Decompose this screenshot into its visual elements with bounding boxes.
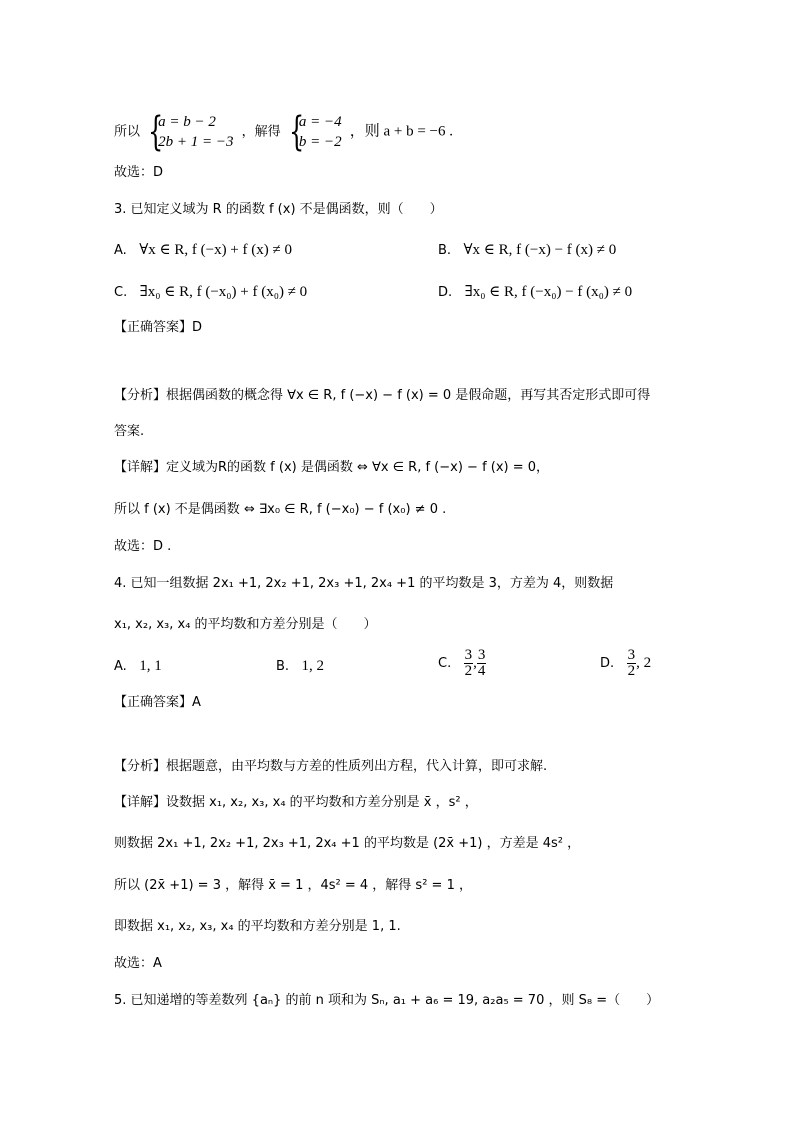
q3-option-c-text: ∃x₀ ∈ R, f (−x₀) + f (x₀) ≠ 0: [139, 284, 308, 300]
q4-choice: 故选：A: [114, 956, 162, 971]
q3-detail-line1: 【详解】定义域为R的函数 f (x) 是偶函数 ⇔ ∀x ∈ R, f (−x) − f (x) = 0，: [114, 460, 550, 475]
fraction-numerator: 3: [627, 647, 636, 663]
q3-option-a-text: ∀x ∈ R, f (−x) + f (x) ≠ 0: [139, 242, 292, 258]
q4-option-d: [600, 648, 651, 679]
q3-option-c: [114, 282, 307, 303]
q4-option-c-fraction-2: [477, 648, 487, 679]
q4-option-c-fraction-1: [464, 648, 474, 679]
q3-option-a: [114, 240, 292, 261]
q2-suffix: ，则 a + b = −6 .: [349, 123, 454, 140]
q3-option-b-letter: B.: [438, 243, 452, 258]
q2-system-2: [288, 109, 342, 155]
q4-option-d-letter: D.: [600, 656, 615, 671]
q3-option-b-text: ∀x ∈ R, f (−x) − f (x) ≠ 0: [463, 242, 617, 258]
q2-prefix: 所以: [114, 124, 141, 140]
q4-option-b-text: 1, 2: [301, 658, 324, 674]
q4-detail-line4: 即数据 x₁, x₂, x₃, x₄ 的平均数和方差分别是 1, 1.: [114, 919, 401, 934]
q4-option-b-letter: B.: [276, 659, 290, 674]
q4-detail-line1: 【详解】设数据 x₁, x₂, x₃, x₄ 的平均数和方差分别是 x̄ ，s² ，: [114, 795, 478, 810]
q3-detail-line2: 所以 f (x) 不是偶函数 ⇔ ∃x₀ ∈ R, f (−x₀) − f (x₀) ≠ 0 .: [114, 502, 447, 517]
q3-answer: 【正确答案】D: [114, 320, 203, 335]
q2-system-1: [148, 109, 234, 155]
q3-analysis-line1: 【分析】根据偶函数的概念得 ∀x ∈ R, f (−x) − f (x) = 0 是假命题，再写其否定形式即可得: [114, 388, 651, 403]
q2-choice: 故选：D: [114, 165, 164, 180]
q2-solution-system-line: [114, 109, 454, 155]
q3-choice: 故选：D .: [114, 539, 172, 554]
q3-option-d-text: ∃x₀ ∈ R, f (−x₀) − f (x₀) ≠ 0: [464, 284, 633, 300]
q4-option-a-letter: A.: [114, 659, 127, 674]
fraction-denominator: 4: [477, 663, 486, 679]
q4-stem-line1: 4. 已知一组数据 2x₁ +1, 2x₂ +1, 2x₃ +1, 2x₄ +1 的平均数是 3，方差为 4，则数据: [114, 576, 614, 591]
q4-option-a-text: 1, 1: [139, 658, 162, 674]
q3-option-c-letter: C.: [114, 285, 128, 300]
q2-system2-row1: a = −4: [298, 114, 342, 130]
q2-mid: ，解得: [241, 124, 281, 140]
q4-option-a: [114, 656, 162, 677]
q4-detail-line3: 所以 (2x̄ +1) = 3 ，解得 x̄ = 1 ，4s² = 4 ，解得 s² = 1 ，: [114, 878, 472, 893]
fraction-numerator: 3: [464, 647, 473, 663]
q4-detail-line2: 则数据 2x₁ +1, 2x₂ +1, 2x₃ +1, 2x₄ +1 的平均数是 (2x̄ +1) ，方差是 4s² ，: [114, 836, 581, 851]
q3-analysis-line2: 答案.: [114, 424, 145, 439]
q4-option-d-fraction: [627, 648, 637, 679]
q4-answer: 【正确答案】A: [114, 695, 201, 710]
q3-option-d-letter: D.: [438, 285, 453, 300]
q4-option-c: [438, 648, 486, 679]
q2-system1-row1: a = b − 2: [158, 114, 216, 130]
q3-option-b: [438, 240, 616, 261]
q3-stem: 3. 已知定义域为 R 的函数 f (x) 不是偶函数，则（ ）: [114, 202, 443, 217]
left-brace-icon: {: [148, 109, 164, 155]
fraction-denominator: 2: [627, 663, 636, 679]
q4-option-c-letter: C.: [438, 656, 452, 671]
comma-separator: ,: [473, 655, 477, 671]
q2-system1-row2: 2b + 1 = −3: [158, 134, 234, 150]
fraction-numerator: 3: [477, 647, 486, 663]
q5-stem: 5. 已知递增的等差数列 {aₙ} 的前 n 项和为 Sₙ, a₁ + a₆ = 19, a₂a₅ = 70 ，则 S₈ =（ ）: [114, 993, 660, 1008]
q4-option-d-tail: , 2: [636, 655, 652, 671]
fraction-denominator: 2: [464, 663, 473, 679]
q2-system2-row2: b = −2: [298, 134, 342, 150]
q4-analysis: 【分析】根据题意，由平均数与方差的性质列出方程，代入计算，即可求解.: [114, 759, 548, 774]
q3-option-d: [438, 282, 632, 303]
q4-stem-line2: x₁, x₂, x₃, x₄ 的平均数和方差分别是（ ）: [114, 617, 377, 632]
left-brace-icon: {: [288, 109, 305, 155]
q4-option-b: [276, 656, 324, 677]
q3-option-a-letter: A.: [114, 243, 127, 258]
